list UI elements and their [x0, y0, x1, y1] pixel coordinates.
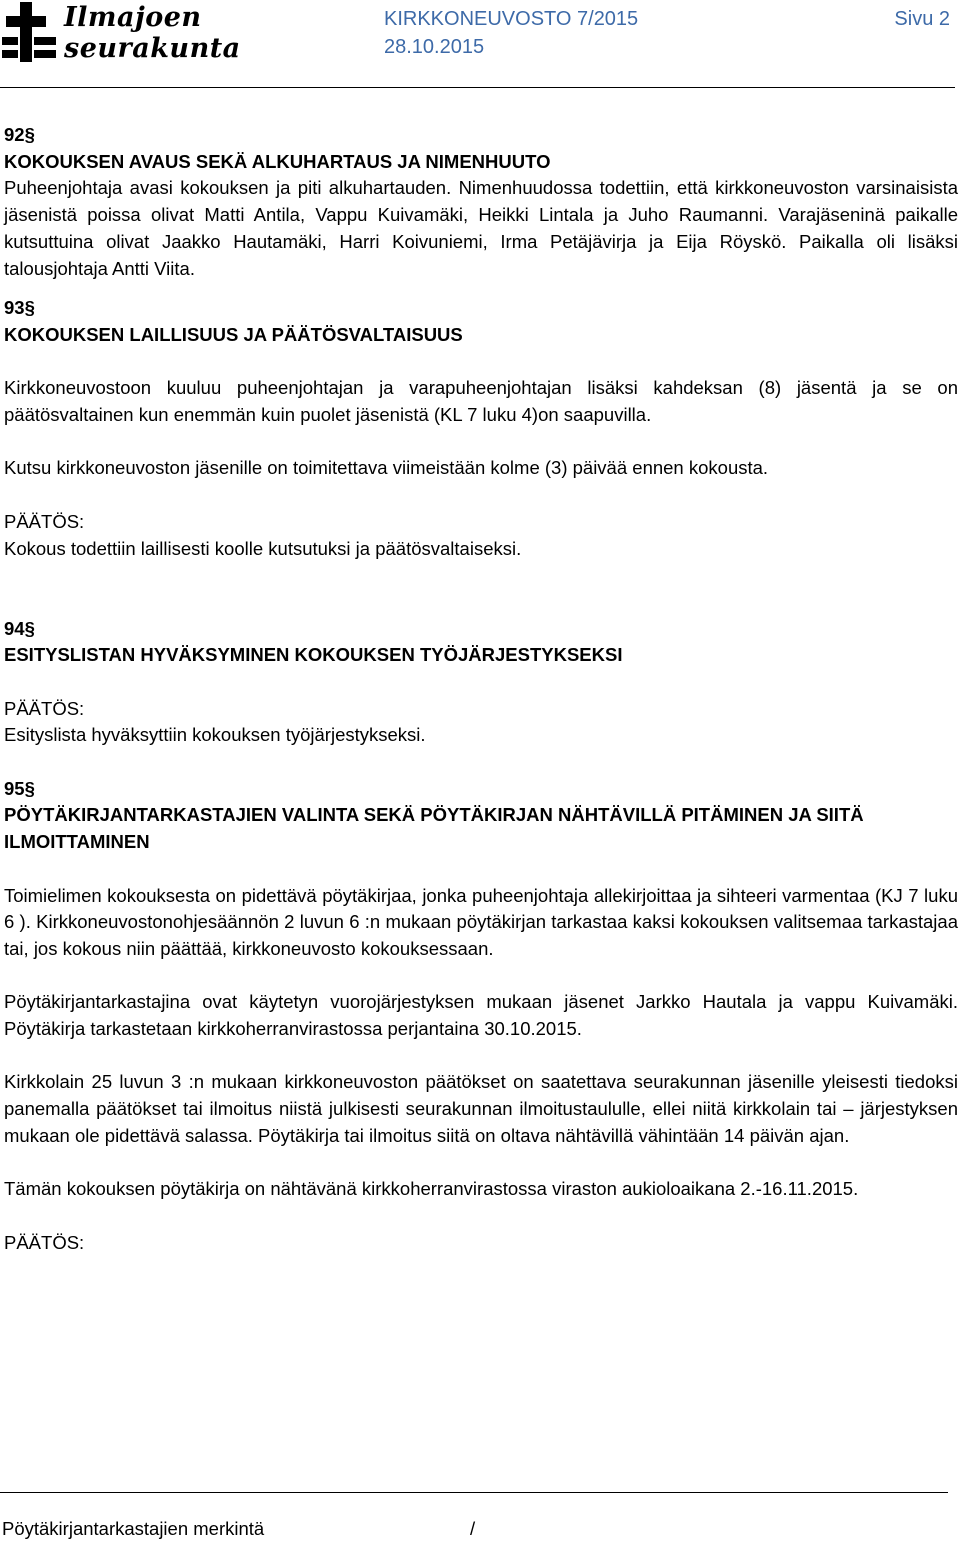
- logo-wordmark: [64, 2, 241, 64]
- document-date: 28.10.2015: [384, 36, 485, 58]
- decision-label: PÄÄTÖS:: [4, 697, 85, 719]
- logo-line-1: Ilmajoen: [64, 2, 202, 33]
- signature-separator: /: [470, 1518, 476, 1539]
- section-paragraph: Pöytäkirjantarkastajina ovat käytetyn vuorojärjestyksen mukaan jäsenet Jarkko Hautala ja vappu Kuivamäki. Pöytäkirja tarkastetaan kirkkoherranvirastossa perjantaina 30.10.2015.: [4, 991, 958, 1040]
- section-paragraph: Toimielimen kokouksesta on pidettävä pöytäkirjaa, jonka puheenjohtaja allekirjoittaa ja sihteeri varmentaa (KJ 7 luku 6 ). Kirkkoneuvostonohjesäännön 2 luvun 6 :n mukaan pöytäkirjan tarkastaa kaksi kokouksen valitsemaa tarkastajaa tai, jos kokous niin päättää, kirkkoneuvosto kokouksessaan.: [4, 884, 958, 959]
- decision-text: Esityslista hyväksyttiin kokouksen työjärjestykseksi.: [4, 724, 426, 746]
- section-number: 94§: [4, 617, 35, 639]
- page-number: Sivu 2: [894, 8, 950, 30]
- document-title: KIRKKONEUVOSTO 7/2015: [384, 8, 639, 30]
- section-paragraph: Tämän kokouksen pöytäkirja on nähtävänä kirkkoherranvirastossa viraston aukioloaikana 2.-16.11.2015.: [4, 1178, 859, 1200]
- section-heading: PÖYTÄKIRJANTARKASTAJIEN VALINTA SEKÄ PÖYTÄKIRJAN NÄHTÄVILLÄ PITÄMINEN JA SIITÄ ILMOITTAMINEN: [4, 804, 864, 853]
- decision-label: PÄÄTÖS:: [4, 510, 85, 532]
- section-number: 93§: [4, 297, 35, 319]
- section-paragraph: Kutsu kirkkoneuvoston jäsenille on toimitettava viimeistään kolme (3) päivää ennen kokousta.: [4, 457, 769, 479]
- section-95: [4, 776, 958, 1257]
- section-number: 95§: [4, 777, 35, 799]
- section-paragraph: Kirkkoneuvostoon kuuluu puheenjohtajan ja varapuheenjohtajan lisäksi kahdeksan (8) jäsentä ja se on päätösvaltainen kun enemmän kuin puolet jäsenistä (KL 7 luku 4)on saapuvilla.: [4, 377, 958, 426]
- decision-text: Kokous todettiin laillisesti koolle kutsutuksi ja päätösvaltaiseksi.: [4, 537, 522, 559]
- section-93: [4, 295, 958, 562]
- cross-icon: [2, 2, 62, 64]
- section-92: [4, 122, 958, 282]
- section-heading: ESITYSLISTAN HYVÄKSYMINEN KOKOUKSEN TYÖJÄRJESTYKSEKSI: [4, 644, 623, 666]
- minutes-body: [4, 122, 958, 1256]
- header-divider: [0, 87, 955, 88]
- section-heading: KOKOUKSEN AVAUS SEKÄ ALKUHARTAUS JA NIMENHUUTO: [4, 150, 551, 172]
- reviewer-signature-label: Pöytäkirjantarkastajien merkintä: [2, 1518, 265, 1539]
- church-logo: [2, 2, 252, 64]
- decision-label: PÄÄTÖS:: [4, 1231, 85, 1253]
- footer-divider: [0, 1492, 948, 1493]
- section-heading: KOKOUKSEN LAILLISUUS JA PÄÄTÖSVALTAISUUS: [4, 323, 463, 345]
- section-paragraph: Kirkkolain 25 luvun 3 :n mukaan kirkkoneuvoston päätökset on saatettava seurakunnan jäsenille yleisesti tiedoksi panemalla päätökset tai ilmoitus niistä julkisesti seurakunnan ilmoitustaululle, ellei niitä kirkkolain tai – järjestyksen mukaan ole pidettävä salassa. Pöytäkirja tai ilmoitus siitä on oltava nähtävillä vähintään 14 päivän ajan.: [4, 1071, 958, 1146]
- logo-line-2: seurakunta: [64, 33, 241, 64]
- section-94: [4, 616, 958, 750]
- section-text: Puheenjohtaja avasi kokouksen ja piti alkuhartauden. Nimenhuudossa todettiin, että kirkkoneuvoston varsinaisista jäsenistä poissa olivat Matti Antila, Vappu Kuivamäki, Heikki Lintala ja Juho Raumanni. Varajäseninä paikalle kutsuttuina olivat Jaakko Hautamäki, Harri Koivuniemi, Irma Petäjävirja ja Eija Röyskö. Paikalla oli lisäksi talousjohtaja Antti Viita.: [4, 177, 958, 279]
- section-number: 92§: [4, 124, 35, 145]
